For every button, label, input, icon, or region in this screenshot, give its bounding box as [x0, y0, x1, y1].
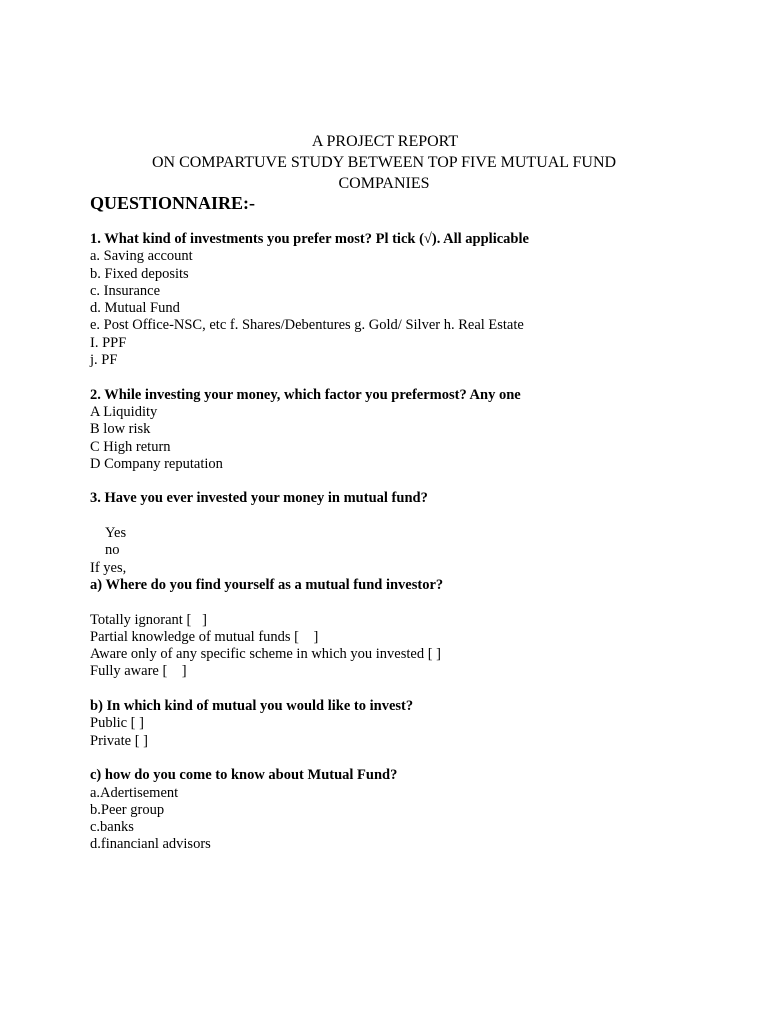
q2-option-b: B low risk: [90, 421, 151, 438]
qb-option-private: Private [ ]: [90, 732, 148, 749]
question-3: 3. Have you ever invested your money in mutual fund?: [90, 490, 428, 507]
q1-option-c: c. Insurance: [90, 282, 161, 299]
question-1: 1. What kind of investments you prefer most? Pl tick (√). All applicable: [90, 231, 529, 247]
q1-option-a: a. Saving account: [90, 248, 193, 265]
question-3a: a) Where do you find yourself as a mutual fund investor?: [90, 576, 444, 593]
questionnaire-heading: QUESTIONNAIRE:-: [90, 193, 256, 213]
title-line-2: ON COMPARTUVE STUDY BETWEEN TOP FIVE MUTUAL FUND: [151, 154, 617, 171]
spacer: [90, 594, 710, 611]
spacer: [90, 473, 710, 490]
qc-option-a: a.Adertisement: [90, 784, 179, 801]
q1-option-b: b. Fixed deposits: [90, 265, 189, 282]
q1-option-i: I. PPF: [90, 334, 127, 351]
qa-option-2: Partial knowledge of mutual funds [ ]: [90, 628, 319, 645]
q1-option-e: e. Post Office-NSC, etc f. Shares/Debentures g. Gold/ Silver h. Real Estate: [90, 317, 524, 334]
questionnaire-body: [90, 231, 710, 854]
question-3c: c) how do you come to know about Mutual Fund?: [90, 767, 398, 784]
qa-option-4: Fully aware [ ]: [90, 663, 187, 680]
qb-option-public: Public [ ]: [90, 715, 144, 732]
q3-option-yes: Yes: [105, 525, 127, 542]
qc-option-b: b.Peer group: [90, 801, 165, 818]
q3-followup: If yes,: [90, 559, 127, 576]
q1-option-j: j. PF: [90, 352, 118, 369]
question-3b: b) In which kind of mutual you would like to invest?: [90, 698, 414, 715]
title-line-3: COMPANIES: [338, 175, 430, 192]
q2-option-d: D Company reputation: [90, 455, 223, 472]
qa-option-1: Totally ignorant [ ]: [90, 611, 207, 628]
q3-option-no: no: [105, 542, 120, 559]
question-2: 2. While investing your money, which factor you prefermost? Any one: [90, 386, 521, 403]
qc-option-c: c.banks: [90, 819, 134, 836]
spacer: [90, 750, 710, 767]
qc-option-d: d.financianl advisors: [90, 836, 211, 853]
spacer: [90, 681, 710, 698]
report-title: [0, 131, 768, 194]
spacer: [90, 508, 710, 525]
spacer: [90, 369, 710, 386]
q2-option-c: C High return: [90, 438, 171, 455]
q1-option-d: d. Mutual Fund: [90, 300, 180, 317]
q2-option-a: A Liquidity: [90, 403, 158, 420]
title-line-1: A PROJECT REPORT: [311, 133, 459, 150]
qa-option-3: Aware only of any specific scheme in which you invested [ ]: [90, 646, 441, 663]
